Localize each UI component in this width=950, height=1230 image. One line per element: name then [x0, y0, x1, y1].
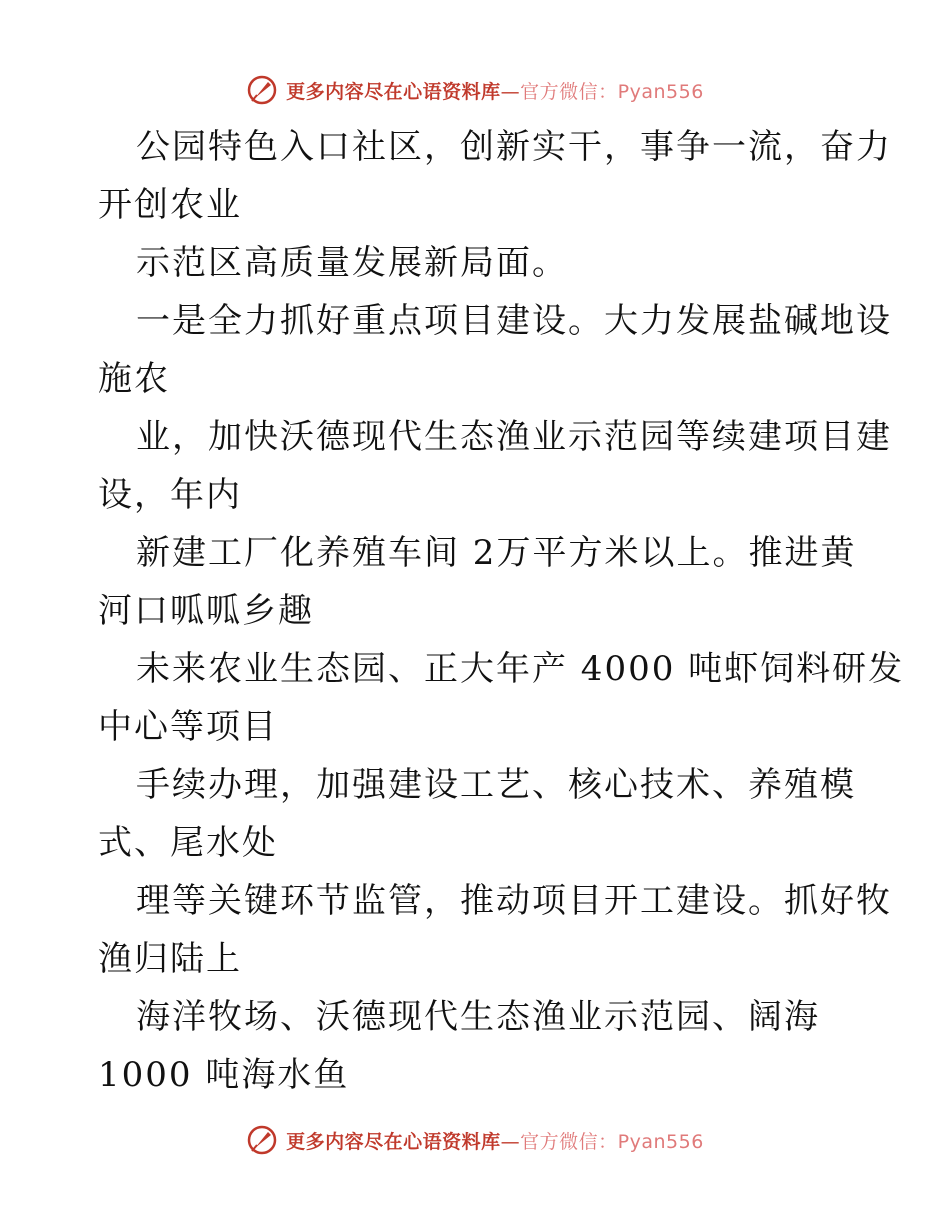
text-line-9: 河口呱呱乡趣: [98, 591, 314, 631]
text-line-4: 一是全力抓好重点项目建设。大力发展盐碱地设: [136, 301, 892, 341]
text-line-8: 新建工厂化养殖车间 2万平方米以上。推进黄: [136, 533, 857, 573]
text-line-15: 渔归陆上: [98, 939, 242, 979]
footer-watermark: [0, 1120, 950, 1160]
text-line-14: 理等关键环节监管，推动项目开工建设。抓好牧: [136, 881, 892, 921]
text-line-3: 示范区高质量发展新局面。: [136, 243, 568, 283]
text-line-6: 业，加快沃德现代生态渔业示范园等续建项目建: [136, 417, 892, 457]
feather-pen-logo-icon: [246, 74, 278, 106]
watermark-dash: —: [500, 1130, 521, 1153]
watermark-text: [286, 77, 704, 104]
text-line-12: 手续办理，加强建设工艺、核心技术、养殖模: [136, 765, 856, 805]
text-line-16: 海洋牧场、沃德现代生态渔业示范园、阔海: [136, 997, 820, 1037]
document-body: [98, 118, 905, 1104]
watermark-wechat: 官方微信：Pyan556: [520, 1130, 704, 1153]
text-line-7: 设，年内: [98, 475, 242, 515]
text-line-17: 1000 吨海水鱼: [98, 1055, 350, 1095]
text-line-2: 开创农业: [98, 185, 242, 225]
watermark-brand: 更多内容尽在心语资料库: [286, 1130, 501, 1153]
text-line-5: 施农: [98, 359, 170, 399]
text-line-11: 中心等项目: [98, 707, 278, 747]
watermark-wechat: 官方微信：Pyan556: [520, 80, 704, 103]
header-watermark: [0, 70, 950, 110]
text-line-10: 未来农业生态园、正大年产 4000 吨虾饲料研发: [136, 649, 905, 689]
watermark-dash: —: [500, 80, 521, 103]
text-line-13: 式、尾水处: [98, 823, 278, 863]
watermark-brand: 更多内容尽在心语资料库: [286, 80, 501, 103]
text-line-1: 公园特色入口社区，创新实干，事争一流，奋力: [136, 127, 892, 167]
feather-pen-logo-icon: [246, 1124, 278, 1156]
watermark-text: [286, 1127, 704, 1154]
